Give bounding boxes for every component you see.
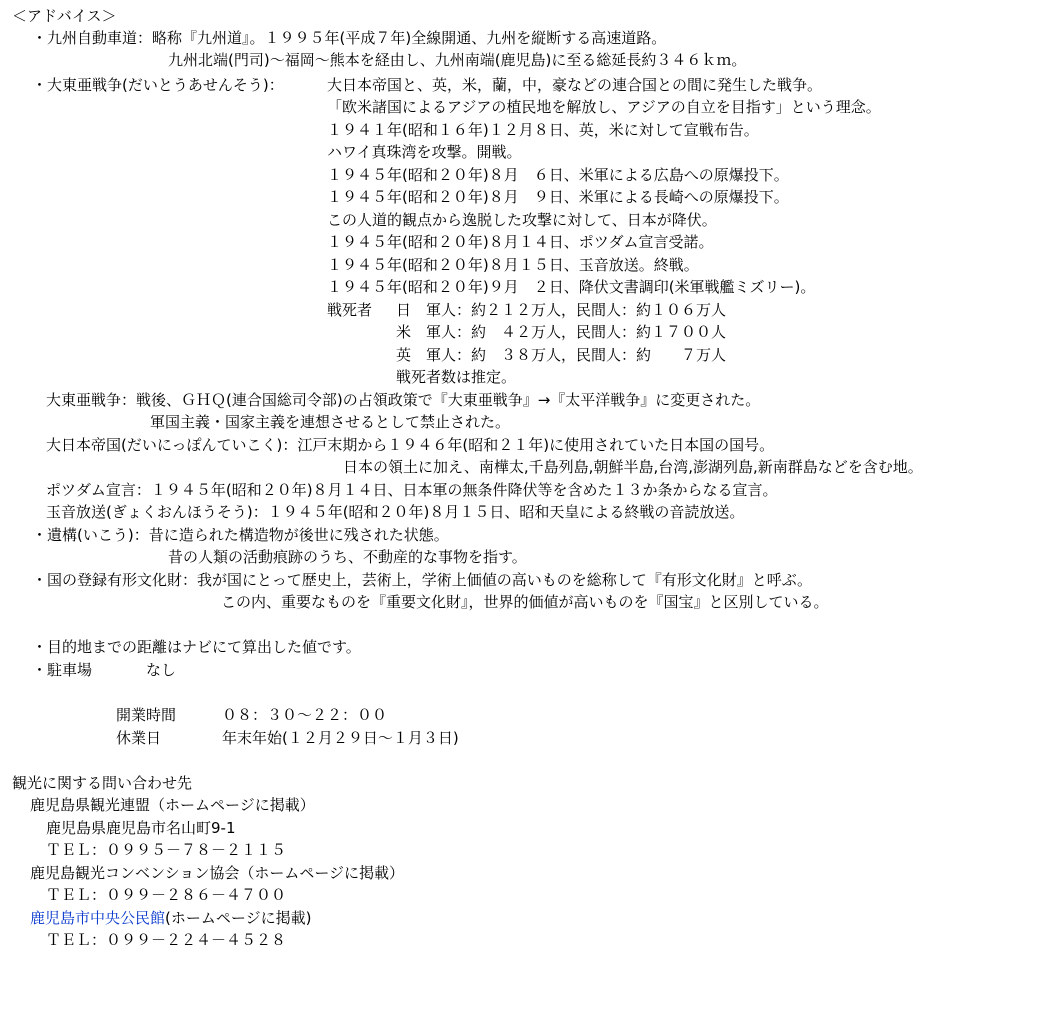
expressway-line-1: ・九州自動車道：略称『九州道』。１９９５年(平成７年)全線開通、九州を縦断する高速道路。 (32, 29, 667, 47)
empire-line-1: 大日本帝国(だいにっぽんていこく)：江戸末期から１９４６年(昭和２１年)に使用されていた日本国の国号。 (46, 436, 775, 454)
hours-label: 開業時間 (116, 706, 177, 724)
empire-line-2: 日本の領土に加え、南樺太,千島列島,朝鮮半島,台湾,澎湖列島,新南群島などを含む地。 (343, 458, 923, 476)
ruins-line-1: ・遺構(いこう)：昔に造られた構造物が後世に残された状態。 (32, 526, 449, 544)
federation-name: 鹿児島県観光連盟（ホームページに掲載） (30, 796, 315, 814)
war-name-line-1: 大東亜戦争：戦後、ＧＨＱ(連合国総司令部)の占領政策で『大東亜戦争』→『太平洋戦争』に変更された。 (46, 391, 761, 409)
distance-note: ・目的地までの距離はナビにて算出した値です。 (32, 638, 361, 656)
war-label: ・大東亜戦争(だいとうあせんそう)： (32, 76, 284, 94)
war-line-2: 「欧米諸国によるアジアの植民地を解放し、アジアの自立を目指す」という理念。 (327, 98, 881, 116)
war-name-line-2: 軍国主義・国家主義を連想させるとして禁止された。 (150, 413, 511, 431)
war-line-8: １９４５年(昭和２０年)８月１４日、ポツダム宣言受諾。 (327, 233, 714, 251)
convention-name: 鹿児島観光コンベンション協会（ホームページに掲載） (30, 864, 405, 882)
cultural-line-2: この内、重要なものを『重要文化財』，世界的価値が高いものを『国宝』と区別している。 (221, 593, 829, 611)
hall-row (30, 907, 311, 929)
casualties-uk: 英 軍人：約 ３８万人，民間人：約 ７万人 (396, 346, 727, 364)
parking-label: ・駐車場 (32, 661, 93, 679)
war-line-7: この人道的観点から逸脱した攻撃に対して、日本が降伏。 (327, 211, 717, 229)
gyokuon-line: 玉音放送(ぎょくおんほうそう)：１９４５年(昭和２０年)８月１５日、昭和天皇による終戦の音読放送。 (46, 503, 745, 521)
cultural-line-1: ・国の登録有形文化財：我が国にとって歴史上，芸術上，学術上価値の高いものを総称して『有形文化財』と呼ぶ。 (32, 571, 813, 589)
casualties-japan: 日 軍人：約２１２万人，民間人：約１０６万人 (396, 301, 727, 319)
holiday-label: 休業日 (116, 729, 162, 747)
war-line-3: １９４１年(昭和１６年)１２月８日、英，米に対して宣戦布告。 (327, 121, 759, 139)
expressway-line-2: 九州北端(門司)～福岡～熊本を経由し、九州南端(鹿児島)に至る総延長約３４６ｋｍ。 (168, 51, 747, 69)
ruins-line-2: 昔の人類の活動痕跡のうち、不動産的な事物を指す。 (168, 548, 527, 566)
war-line-10: １９４５年(昭和２０年)９月 ２日、降伏文書調印(米軍戦艦ミズリー)。 (327, 278, 816, 296)
casualties-label: 戦死者 (327, 301, 373, 319)
federation-tel: ＴＥＬ：０９９５－７８－２１１５ (46, 841, 287, 859)
hours-value: ０８：３０～２２：００ (222, 706, 388, 724)
hall-link[interactable]: 鹿児島市中央公民館 (30, 909, 166, 927)
holiday-value: 年末年始(１２月２９日～１月３日) (222, 729, 459, 747)
war-line-1: 大日本帝国と、英，米，蘭，中，豪などの連合国との間に発生した戦争。 (327, 76, 823, 94)
war-line-9: １９４５年(昭和２０年)８月１５日、玉音放送。終戦。 (327, 256, 699, 274)
war-line-5: １９４５年(昭和２０年)８月 ６日、米軍による広島への原爆投下。 (327, 166, 789, 184)
war-line-6: １９４５年(昭和２０年)８月 ９日、米軍による長崎への原爆投下。 (327, 188, 789, 206)
potsdam-line: ポツダム宣言：１９４５年(昭和２０年)８月１４日、日本軍の無条件降伏等を含めた１３か条からなる宣言。 (46, 481, 778, 499)
advice-heading: ＜アドバイス＞ (12, 7, 117, 25)
parking-value: なし (146, 661, 177, 679)
casualties-usa: 米 軍人：約 ４２万人，民間人：約１７００人 (396, 323, 727, 341)
contacts-heading: 観光に関する問い合わせ先 (12, 774, 193, 792)
hall-tel: ＴＥＬ：０９９－２２４－４５２８ (46, 931, 287, 949)
war-line-4: ハワイ真珠湾を攻撃。開戦。 (327, 143, 522, 161)
federation-address: 鹿児島県鹿児島市名山町9-1 (46, 819, 236, 837)
casualties-note: 戦死者数は推定。 (396, 368, 517, 386)
convention-tel: ＴＥＬ：０９９－２８６－４７００ (46, 886, 287, 904)
hall-suffix: (ホームページに掲載) (165, 909, 312, 927)
